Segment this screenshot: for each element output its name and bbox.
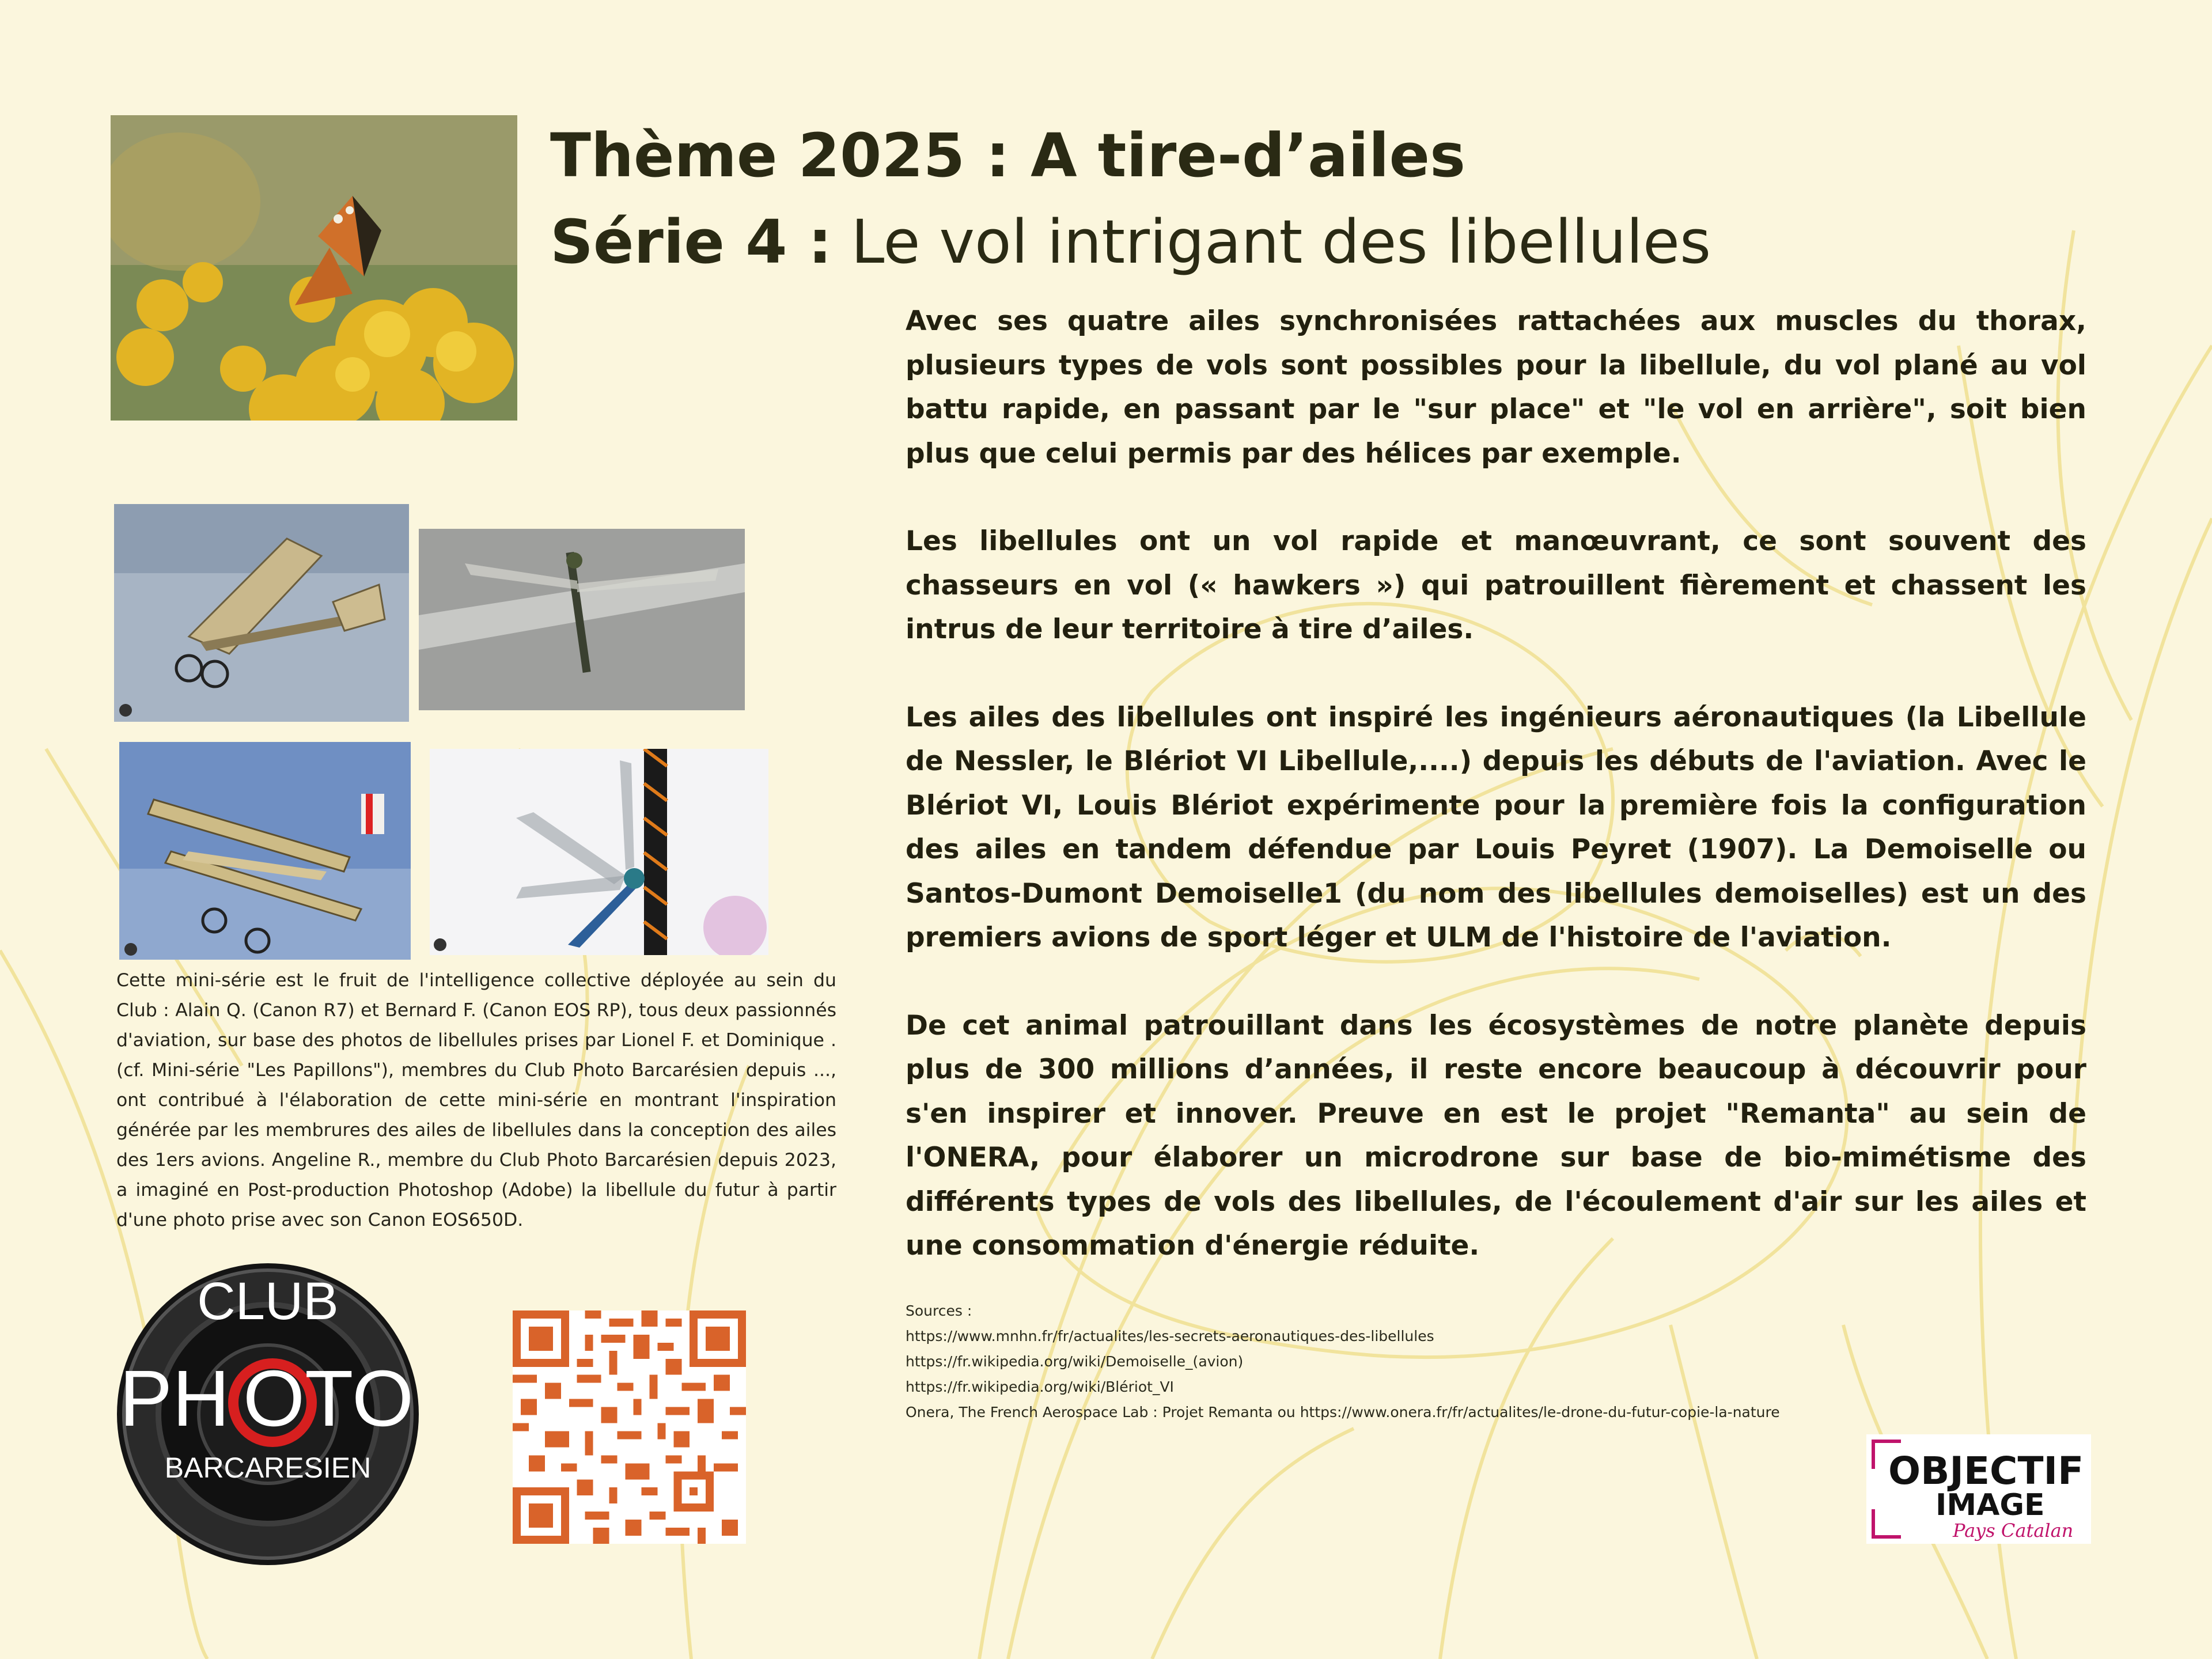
source-link-bleriot[interactable]: https://fr.wikipedia.org/wiki/Blériot_VI — [906, 1378, 1174, 1395]
club-logo-line2a: PH — [119, 1354, 230, 1443]
future-dragonfly-photo — [430, 749, 768, 955]
butterfly-photo — [111, 115, 517, 421]
club-logo-line2b: OTO — [243, 1354, 414, 1443]
objectif-image-logo — [1866, 1434, 2091, 1544]
objectif-logo-line2: IMAGE — [1936, 1488, 2045, 1522]
objectif-logo-line1: OBJECTIF — [1888, 1449, 2084, 1493]
qr-code[interactable] — [513, 1310, 746, 1544]
paragraph-onera: De cet animal patrouillant dans les écosystèmes de notre planète depuis plus de 300 millions d’années, il reste encore beaucoup à découvrir pour s'en inspirer et innover. Preuve en est le projet "Remanta" au sein de l'ONERA, pour élaborer un microdrone sur base de bio-mimétisme des différents types de vols des libellules, de l'écoulement d'air sur les ailes et une consommation d'énergie réduite. — [906, 1009, 2086, 1262]
paragraph-aviation: Les ailes des libellules ont inspiré les ingénieurs aéronautiques (la Libellule de Nessler, le Blériot VI Libellule,....) depuis les débuts de l'aviation. Avec le Blériot VI, Louis Blériot expérimente pour la première fois la configuration des ailes en tandem défendue par Louis Peyret (1907). La Demoiselle ou Santos-Dumont Demoiselle1 (du nom des libellules demoiselles) est un des premiers avions de sport léger et ULM de l'histoire de l'aviation. — [906, 701, 2086, 953]
source-link-mnhn[interactable]: https://www.mnhn.fr/fr/actualites/les-secrets-aeronautiques-des-libellules — [906, 1328, 1434, 1344]
sources-heading: Sources : — [906, 1302, 972, 1319]
paragraph-flight: Les libellules ont un vol rapide et manœuvrant, ce sont souvent des chasseurs en vol (« hawkers ») qui patrouillent fièrement et chassent les intrus de leur territoire à tire d’ailes. — [906, 525, 2086, 645]
title-theme: Thème 2025 : A tire-d’ailes — [550, 120, 1465, 191]
club-logo-line3: BARCARESIEN — [164, 1452, 372, 1484]
paragraph-wings: Avec ses quatre ailes synchronisées rattachées aux muscles du thorax, plusieurs types de vols sont possibles pour la libellule, du vol plané au vol battu rapide, en passant par le "sur place" et "le vol en arrière", soit bien plus que celui permis par des hélices par exemple. — [906, 305, 2086, 469]
title-series — [550, 199, 1711, 285]
source-link-demoiselle[interactable]: https://fr.wikipedia.org/wiki/Demoiselle_(avion) — [906, 1353, 1244, 1370]
main-text — [906, 300, 2086, 1312]
dragonfly-photo — [419, 529, 745, 710]
title-series-name: Le vol intrigant des libellules — [832, 207, 1711, 277]
objectif-logo-line3: Pays Catalan — [1953, 1520, 2074, 1541]
source-link-onera[interactable]: Onera, The French Aerospace Lab : Projet Remanta ou https://www.onera.fr/fr/actualites/le-drone-du-futur-copie-la-nature — [906, 1404, 1780, 1421]
club-photo-logo — [112, 1259, 423, 1570]
club-logo-line1: CLUB — [197, 1272, 339, 1331]
monoplane-photo — [114, 504, 409, 722]
page-title — [550, 112, 1711, 285]
biplane-photo — [119, 742, 411, 960]
sources-list — [906, 1298, 2115, 1425]
mini-series-caption: Cette mini-série est le fruit de l'intelligence collective déployée au sein du Club : Alain Q. (Canon R7) et Bernard F. (Canon EOS RP), tous deux passionnés d'aviation, sur base des photos de libellules prises par Lionel F. et Dominique . (cf. Mini-série "Les Papillons"), membres du Club Photo Barcarésien depuis ..., ont contribué à l'élaboration de cette mini-série en montrant l'inspiration générée par les membrures des ailes de libellules dans la conception des ailes des 1ers avions. Angeline R., membre du Club Photo Barcarésien depuis 2023, a imaginé en Post-production Photoshop (Adobe) la libellule du futur à partir d'une photo prise avec son Canon EOS650D. — [116, 970, 836, 1230]
title-series-prefix: Série 4 : — [550, 207, 832, 277]
